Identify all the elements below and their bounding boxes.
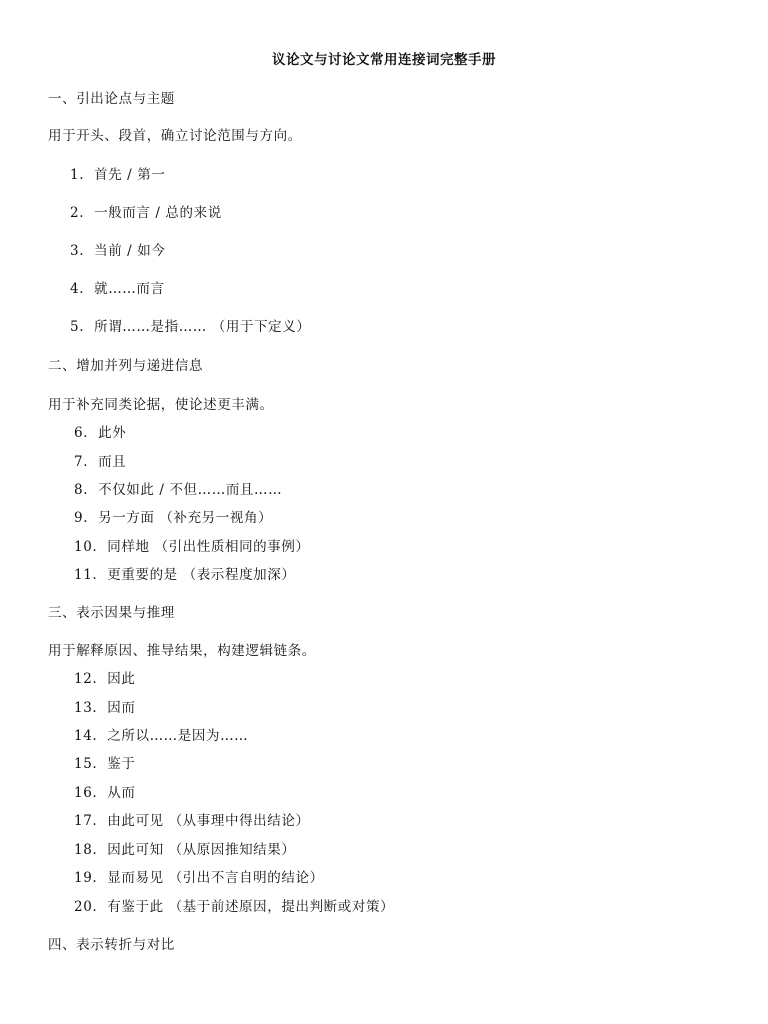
section-heading: 三、表示因果与推理: [48, 605, 175, 621]
section-heading: 二、增加并列与递进信息: [48, 358, 204, 374]
item-text: 当前 / 如今: [94, 243, 166, 259]
item-text: 而且: [98, 454, 127, 470]
item-text: 从而: [107, 785, 136, 801]
item-number: 16.: [74, 785, 98, 801]
item-text: 鉴于: [107, 756, 136, 772]
section-heading: 一、引出论点与主题: [48, 91, 175, 107]
item-text: 就……而言: [94, 281, 165, 297]
list-item: [74, 563, 295, 583]
item-number: 4.: [70, 281, 85, 297]
section-intro: 用于开头、段首，确立讨论范围与方向。: [48, 128, 302, 144]
item-number: 1.: [70, 167, 85, 183]
list-item: [74, 895, 394, 915]
item-text: 因而: [107, 700, 136, 716]
list-item: [74, 838, 295, 858]
item-number: 11.: [74, 567, 98, 583]
list-item: [74, 478, 282, 498]
list-item: [74, 667, 135, 687]
section-intro: 用于解释原因、推导结果，构建逻辑链条。: [48, 643, 316, 659]
item-text: 显而易见 （引出不言自明的结论）: [107, 870, 324, 886]
item-number: 7.: [74, 454, 89, 470]
item-number: 18.: [74, 842, 98, 858]
list-item: [74, 866, 324, 886]
item-number: 9.: [74, 510, 89, 526]
item-number: 5.: [70, 319, 85, 335]
item-text: 另一方面 （补充另一视角）: [98, 510, 273, 526]
item-number: 6.: [74, 425, 89, 441]
section-intro: 用于补充同类论据，使论述更丰满。: [48, 397, 274, 413]
list-item: [74, 781, 135, 801]
item-number: 14.: [74, 728, 98, 744]
item-number: 3.: [70, 243, 85, 259]
item-text: 此外: [98, 425, 127, 441]
item-number: 8.: [74, 482, 89, 498]
item-number: 13.: [74, 700, 98, 716]
item-number: 15.: [74, 756, 98, 772]
item-text: 一般而言 / 总的来说: [94, 205, 222, 221]
list-item: [74, 724, 248, 744]
list-item: [70, 315, 311, 335]
item-number: 2.: [70, 205, 85, 221]
list-item: [74, 421, 126, 441]
item-text: 同样地 （引出性质相同的事例）: [107, 539, 310, 555]
item-text: 由此可见 （从事理中得出结论）: [107, 813, 310, 829]
section-heading: 四、表示转折与对比: [48, 937, 175, 953]
item-text: 因此可知 （从原因推知结果）: [107, 842, 296, 858]
item-number: 20.: [74, 899, 98, 915]
item-text: 之所以……是因为……: [107, 728, 249, 744]
item-text: 首先 / 第一: [94, 167, 166, 183]
item-number: 19.: [74, 870, 98, 886]
item-text: 因此: [107, 671, 136, 687]
item-number: 17.: [74, 813, 98, 829]
list-item: [74, 535, 310, 555]
item-text: 所谓……是指…… （用于下定义）: [94, 319, 311, 335]
list-item: [70, 163, 165, 183]
list-item: [74, 752, 135, 772]
list-item: [74, 506, 272, 526]
item-text: 更重要的是 （表示程度加深）: [107, 567, 296, 583]
list-item: [70, 239, 165, 259]
page-title: 议论文与讨论文常用连接词完整手册: [272, 52, 496, 68]
list-item: [74, 696, 135, 716]
item-number: 10.: [74, 539, 98, 555]
item-text: 有鉴于此 （基于前述原因，提出判断或对策）: [107, 899, 395, 915]
list-item: [70, 201, 222, 221]
list-item: [70, 277, 165, 297]
item-number: 12.: [74, 671, 98, 687]
list-item: [74, 809, 310, 829]
list-item: [74, 450, 126, 470]
item-text: 不仅如此 / 不但……而且……: [98, 482, 283, 498]
